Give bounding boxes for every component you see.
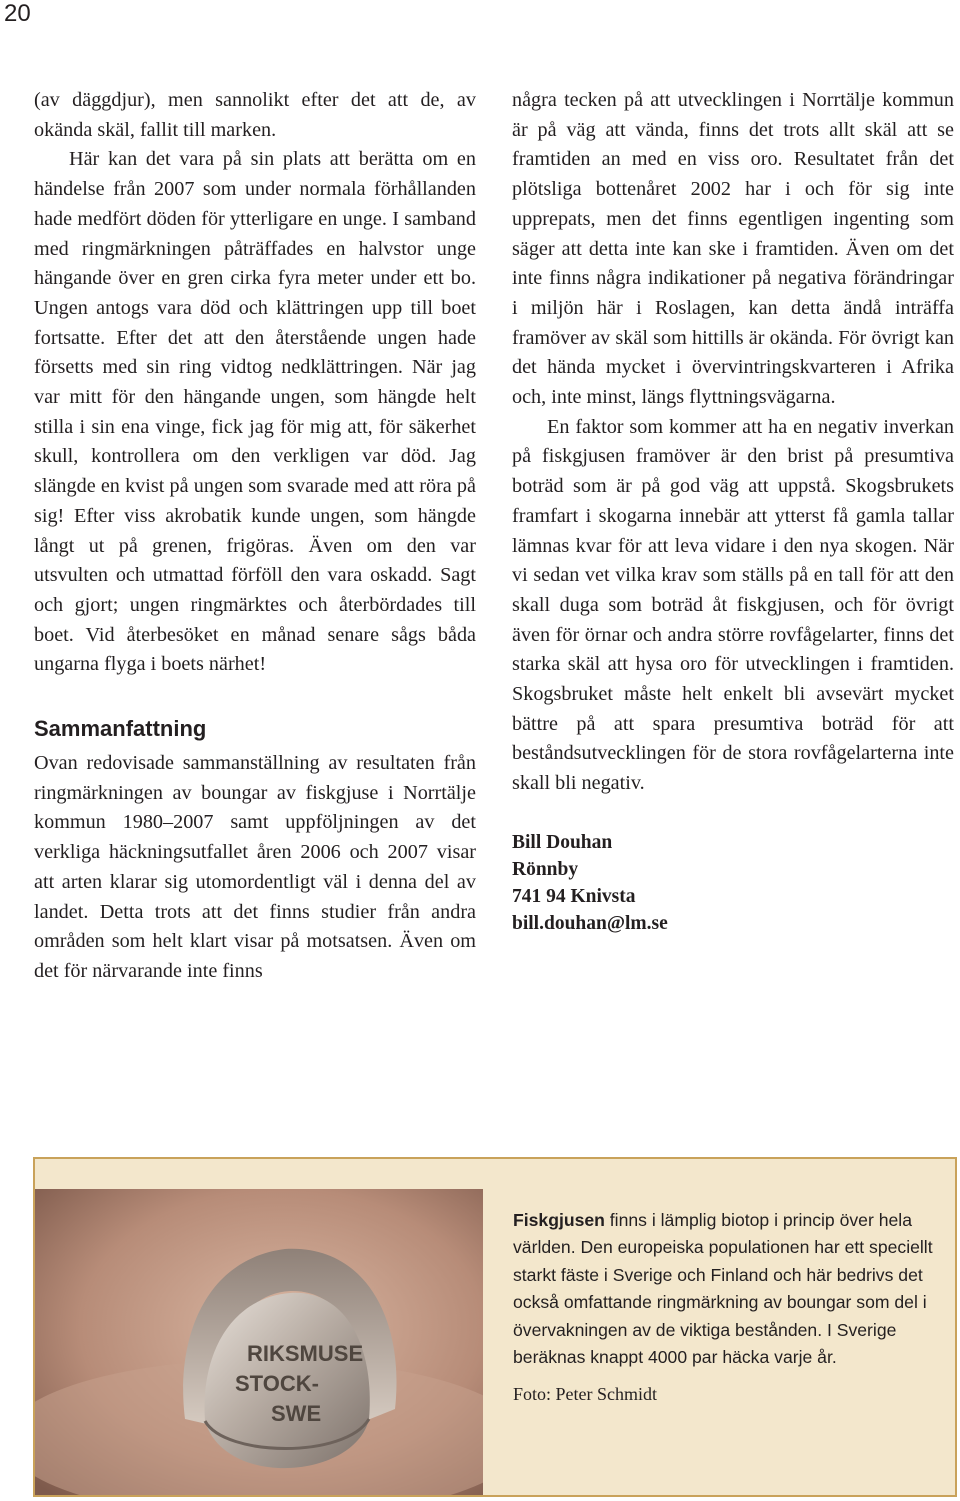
caption-text: finns i lämplig biotop i princip över hela världen. Den europeiska populationen har ett speciellt starkt fäste i Sverige och Finland och här bedrivs det också omfattande ringmärkning av boungar som del i övervakningen av de viktiga bestånden. I Sverige beräknas knappt 4000 par häcka varje år.	[513, 1210, 933, 1368]
paragraph: Här kan det vara på sin plats att berätta om en händelse från 2007 som under normala förhållanden hade medfört döden för ytterligare en unge. I samband med ringmärkningen påträffades en halvstor unge hängande över en gren cirka fyra meter under ett bo. Ungen antogs vara död och klättringen upp till boet fortsatte. Efter det att den återstående ungen hade försetts med sin ring vidtog nedklättringen. När jag var mitt för den hängande ungen, som hängde helt stilla i sin ena vinge, fick jag för mig att, för säkerhet skull, kontrollera om den verkligen var död. Jag slängde en kvist på ungen som svarade med att röra på sig! Efter viss akrobatik kunde ungen, som hängde långt ut på grenen, frigöras. Även om den var utsvulten och utmattad förföll den vara oskadd. Sagt och gjort; ungen ringmärktes och återbördades till boet. Vid återbesöket en månad senare sågs båda ungarna flyga i boets närhet!	[34, 148, 476, 676]
paragraph: några tecken på att utvecklingen i Norrtälje kommun är på väg att vända, finns det trots allt skäl att se framtiden an med en viss oro. Resultatet från det plötsliga bottenåret 2002 har i och för sig inte upprepats, men det finns egentligen ingenting som säger att detta inte kan ske i framtiden. Även om det inte finns några indikationer på negativa förändringar i miljön här i Roslagen, kan detta ändå inträffa framöver av skäl som hittills är okända. För övrigt kan det hända mycket i övervintringskvarteren i Afrika och, inte minst, längs flyttningsvägarna.	[512, 89, 954, 409]
paragraph: (av däggdjur), men sannolikt efter det att de, av okända skäl, fallit till marken.	[34, 89, 476, 141]
ring-photo	[35, 1189, 483, 1495]
author-name: Bill Douhan	[512, 831, 613, 853]
caption-lead: Fiskgjusen	[513, 1210, 605, 1230]
ring-engraving-line-1: RIKSMUSE	[247, 1341, 364, 1366]
paragraph: En faktor som kommer att ha en negativ inverkan på fiskgjusen framöver är den brist på presumtiva boträd som är på god väg att uppstå. Skogsbrukets framfart i skogarna innebär att ytterst få gamla tallar lämnas kvar för att leva vidare i den nya skogen. När vi sedan vet vilka krav som ställs på en tall för att den skall duga som boträd åt fiskgjusen, och för övrigt även för örnar och andra större rovfågelarter, finns det starka skäl att hysa oro för utvecklingen i framtiden. Skogsbruket måste helt enkelt bli avsevärt mycket bättre på att spara presumtiva boträd för att beståndsutvecklingen för de stora rovfågelarterna inte skall bli negativ.	[512, 415, 954, 795]
photo-caption	[513, 1207, 943, 1409]
photo-credit: Foto: Peter Schmidt	[513, 1384, 657, 1405]
summary-paragraph: Ovan redovisade sammanställning av resultaten från ringmärkningen av boungar av fiskgjuse i Norrtälje kommun 1980–2007 samt uppföljningen av det verkliga häckningsutfallet åren 2006 och 2007 visar att arten klarar sig utomordentligt väl i denna del av landet. Detta trots att det finns studier från andra områden som helt klart visar på motsatsen. Även om det för närvarande inte finns	[34, 752, 476, 982]
right-column	[512, 86, 954, 937]
author-signature	[512, 829, 954, 937]
ring-engraving-line-3: SWE	[271, 1401, 322, 1426]
author-place: Rönnby	[512, 858, 579, 880]
author-email: bill.douhan@lm.se	[512, 912, 668, 934]
ring-engraving-line-2: STOCK-	[235, 1371, 319, 1396]
section-heading: Sammanfattning	[34, 716, 207, 742]
author-postal: 741 94 Knivsta	[512, 885, 636, 907]
page-number: 20	[4, 0, 31, 27]
ring-illustration	[35, 1189, 483, 1495]
left-column	[34, 86, 476, 987]
